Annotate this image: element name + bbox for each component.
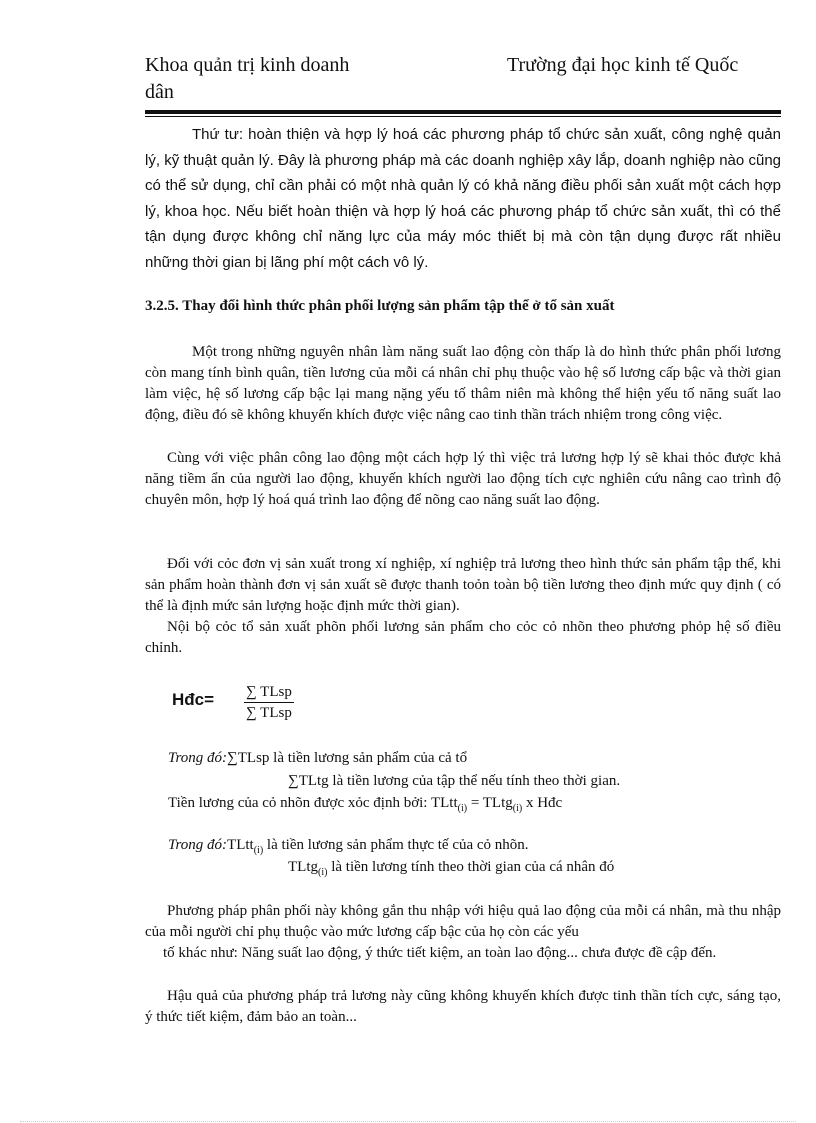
where2-prefix: Trong đó: (168, 837, 228, 853)
where2-text-2: là tiền lương tính theo thời gian của cá nhân đó (327, 859, 615, 875)
paragraph-phuong-phap-a: Phương pháp phân phối này không gắn thu nhập với hiệu quả lao động của mỗi cá nhân, mà thu nhập của mỗi người chỉ phụ thuộc vào mức lương cấp bậc của họ còn các yếu (145, 903, 781, 940)
header-university: Trường đại học kinh tế Quốc (507, 54, 739, 76)
where2-line-2 (288, 859, 614, 878)
header-rule-thick (145, 110, 781, 114)
formula-denominator: ∑ TLsp (246, 705, 292, 721)
calc-line (168, 795, 562, 814)
paragraph-phan-cong: Cùng với việc phân công lao động một cách hợp lý thì việc trả lương hợp lý sẽ khai thỏc được khả năng tiềm ẩn của người lao động, khuyến khích người lao động tích cực nghiên cứu nâng cao trình độ chuyên môn, hợp lý hoá quá trình lao động để nõng cao năng suất lao động. (145, 450, 781, 508)
formula-fraction (244, 682, 294, 723)
paragraph-nguyen-nhan: Một trong những nguyên nhân làm năng suất lao động còn thấp là do hình thức phân phối lương còn mang tính bình quân, tiền lương của mỗi cá nhân chỉ phụ thuộc vào hệ số lương cấp bậc và thời gian làm việc, hệ số lương cấp bậc lại mang nặng yếu tố thâm niên mà không thể hiện yếu tố năng suất lao động, điều đó sẽ không khuyến khích được việc nâng cao tinh thần trách nhiệm trong công việc. (145, 344, 781, 423)
calc-text: Tiền lương của cỏ nhõn được xỏc định bởi: TLtt (168, 795, 458, 811)
where2-sub-1: (i) (253, 845, 264, 856)
paragraph-don-vi: Đối với cỏc đơn vị sản xuất trong xí nghiệp, xí nghiệp trả lương theo hình thức sản phẩm tập thể, khi sản phẩm hoàn thành đơn vị sản xuất sẽ được thanh toỏn toàn bộ tiền lương theo định mức quy định ( có thể là định mức sản lượng hoặc định mức thời gian). (145, 556, 781, 614)
where-prefix: Trong đó: (168, 750, 228, 766)
where-text-1: ∑TLsp là tiền lương sản phẩm của cả tổ (227, 750, 468, 766)
header-rule-thin (145, 116, 781, 117)
where2-line-1 (168, 837, 529, 856)
paragraph-hau-qua: Hậu quả của phương pháp trả lương này cũng không khuyến khích được tinh thần tích cực, sáng tạo, ý thức tiết kiệm, đảm bảo an toàn... (145, 988, 781, 1025)
header-faculty: Khoa quản trị kinh doanh (145, 54, 350, 76)
paragraph-phuong-phap-b: tố khác như: Năng suất lao động, ý thức tiết kiệm, an toàn lao động... chưa được đề cập đến. (163, 945, 717, 961)
where2-term-2: TLtg (288, 859, 318, 875)
where-line-2: ∑TLtg là tiền lương của tập thể nếu tính theo thời gian. (288, 773, 621, 789)
formula-label: Hđc= (172, 690, 215, 709)
formula-numerator: ∑ TLsp (244, 682, 294, 703)
paragraph-noi-bo: Nội bộ cỏc tổ sản xuất phõn phối lương sản phẩm cho cỏc cỏ nhõn theo phương phỏp hệ số điều chỉnh. (145, 619, 781, 656)
where-line-1 (168, 750, 467, 767)
where2-text-1: là tiền lương sản phẩm thực tế của cỏ nhõn. (263, 837, 529, 853)
calc-sub-1: (i) (457, 803, 468, 814)
page-bottom-edge (20, 1121, 796, 1122)
calc-sub-2: (i) (512, 803, 523, 814)
calc-end: x Hđc (522, 795, 563, 811)
header-university-cont: dân (145, 81, 174, 103)
paragraph-thu-tu: Thứ tư: hoàn thiện và hợp lý hoá các phương pháp tổ chức sản xuất, công nghệ quản lý, kỹ thuật quản lý. Đây là phương pháp mà các doanh nghiệp xây lắp, doanh nghiệp nào cũng có thể sử dụng, chỉ cần phải có một nhà quản lý có khả năng điều phối sản xuất một cách hợp lý, khoa học. Nếu biết hoàn thiện và hợp lý hoá các phương pháp tổ chức sản xuất, thì có thể tận dụng được không chỉ năng lực của máy móc thiết bị mà còn tận dụng được rất nhiều những thời gian bị lãng phí một cách vô lý. (145, 126, 781, 271)
section-heading: 3.2.5. Thay đổi hình thức phân phối lượng sản phẩm tập thể ở tổ sản xuất (145, 298, 615, 314)
where2-term-1: TLtt (227, 837, 254, 853)
calc-mid: = TLtg (467, 795, 513, 811)
where2-sub-2: (i) (318, 867, 328, 878)
